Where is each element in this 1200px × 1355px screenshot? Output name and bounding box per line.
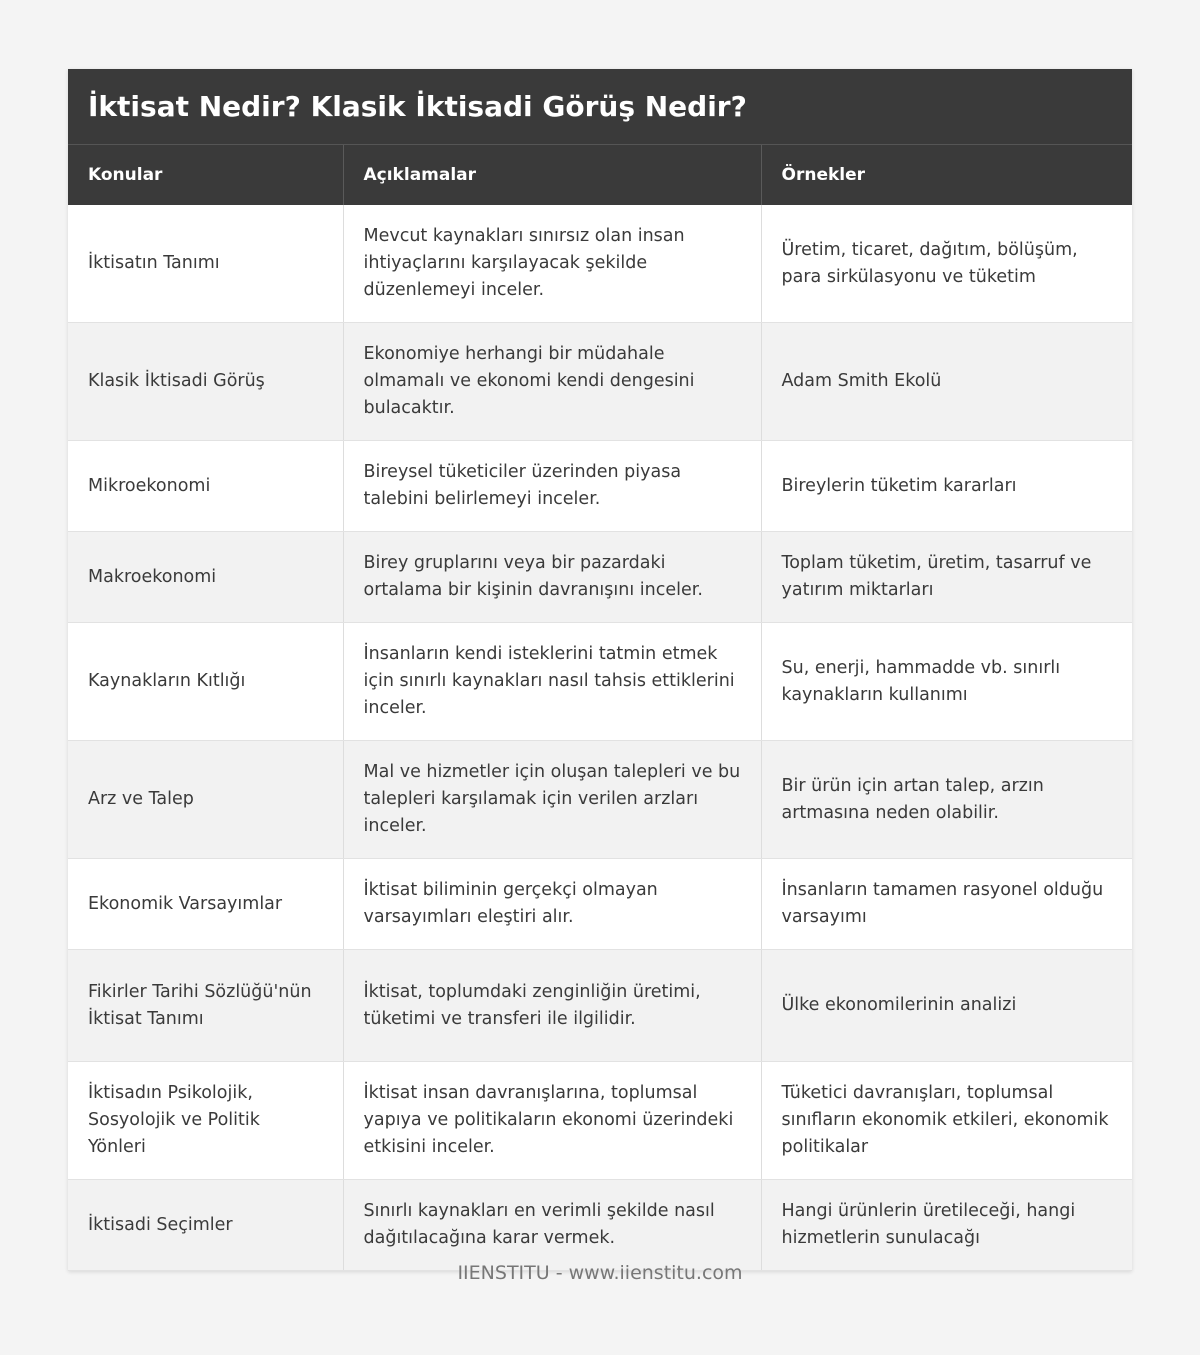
table-row — [68, 441, 1132, 532]
example-cell: Adam Smith Ekolü — [761, 323, 1132, 441]
example-cell: İnsanların tamamen rasyonel olduğu varsayımı — [761, 859, 1132, 950]
topic-cell: Klasik İktisadi Görüş — [68, 323, 343, 441]
table-row — [68, 323, 1132, 441]
description-cell: İnsanların kendi isteklerini tatmin etmek için sınırlı kaynakları nasıl tahsis ettiklerini inceler. — [343, 623, 761, 741]
table-row — [68, 623, 1132, 741]
table-row — [68, 1062, 1132, 1180]
example-cell: Hangi ürünlerin üretileceği, hangi hizmetlerin sunulacağı — [761, 1180, 1132, 1271]
topics-table — [68, 145, 1132, 1271]
example-cell: Bireylerin tüketim kararları — [761, 441, 1132, 532]
column-header-topics: Konular — [68, 145, 343, 205]
table-row — [68, 950, 1132, 1062]
example-cell: Su, enerji, hammadde vb. sınırlı kaynakların kullanımı — [761, 623, 1132, 741]
description-cell: İktisat, toplumdaki zenginliğin üretimi, tüketimi ve transferi ile ilgilidir. — [343, 950, 761, 1062]
description-cell: İktisat biliminin gerçekçi olmayan varsayımları eleştiri alır. — [343, 859, 761, 950]
table-row — [68, 532, 1132, 623]
table-row — [68, 859, 1132, 950]
table-header-row — [68, 145, 1132, 205]
example-cell: Tüketici davranışları, toplumsal sınıfların ekonomik etkileri, ekonomik politikalar — [761, 1062, 1132, 1180]
table-row — [68, 741, 1132, 859]
example-cell: Ülke ekonomilerinin analizi — [761, 950, 1132, 1062]
description-cell: Mevcut kaynakları sınırsız olan insan ihtiyaçlarını karşılayacak şekilde düzenlemeyi inceler. — [343, 205, 761, 323]
table-row — [68, 1180, 1132, 1271]
description-cell: Bireysel tüketiciler üzerinden piyasa talebini belirlemeyi inceler. — [343, 441, 761, 532]
topic-cell: İktisatın Tanımı — [68, 205, 343, 323]
content-card — [68, 69, 1132, 1271]
topic-cell: İktisadın Psikolojik, Sosyolojik ve Politik Yönleri — [68, 1062, 343, 1180]
topic-cell: Makroekonomi — [68, 532, 343, 623]
description-cell: Mal ve hizmetler için oluşan talepleri ve bu talepleri karşılamak için verilen arzları inceler. — [343, 741, 761, 859]
example-cell: Bir ürün için artan talep, arzın artmasına neden olabilir. — [761, 741, 1132, 859]
footer-credit: IIENSTITU - www.iienstitu.com — [457, 1262, 743, 1284]
column-header-examples: Örnekler — [761, 145, 1132, 205]
topic-cell: Arz ve Talep — [68, 741, 343, 859]
page-title: İktisat Nedir? Klasik İktisadi Görüş Nedir? — [68, 69, 1132, 145]
description-cell: Birey gruplarını veya bir pazardaki ortalama bir kişinin davranışını inceler. — [343, 532, 761, 623]
table-row — [68, 205, 1132, 323]
topic-cell: Mikroekonomi — [68, 441, 343, 532]
example-cell: Toplam tüketim, üretim, tasarruf ve yatırım miktarları — [761, 532, 1132, 623]
example-cell: Üretim, ticaret, dağıtım, bölüşüm, para sirkülasyonu ve tüketim — [761, 205, 1132, 323]
topic-cell: Fikirler Tarihi Sözlüğü'nün İktisat Tanımı — [68, 950, 343, 1062]
topic-cell: İktisadi Seçimler — [68, 1180, 343, 1271]
topic-cell: Ekonomik Varsayımlar — [68, 859, 343, 950]
column-header-descriptions: Açıklamalar — [343, 145, 761, 205]
topic-cell: Kaynakların Kıtlığı — [68, 623, 343, 741]
description-cell: Sınırlı kaynakları en verimli şekilde nasıl dağıtılacağına karar vermek. — [343, 1180, 761, 1271]
description-cell: Ekonomiye herhangi bir müdahale olmamalı ve ekonomi kendi dengesini bulacaktır. — [343, 323, 761, 441]
description-cell: İktisat insan davranışlarına, toplumsal yapıya ve politikaların ekonomi üzerindeki etkisini inceler. — [343, 1062, 761, 1180]
